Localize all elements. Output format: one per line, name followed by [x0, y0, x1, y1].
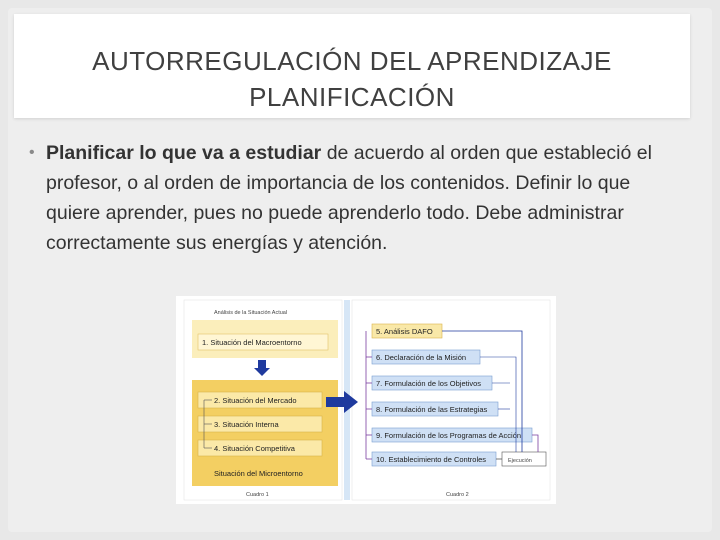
left-item-3: 3. Situación Interna [214, 420, 279, 429]
left-item-4: 4. Situación Competitiva [214, 444, 295, 453]
right-item-10: 10. Establecimiento de Controles [376, 455, 487, 464]
right-side-box: Ejecución [508, 458, 532, 464]
slide-title-line-1: AUTORREGULACIÓN DEL APRENDIZAJE [92, 46, 612, 76]
bullet-dot-icon: • [29, 144, 35, 161]
right-item-8: 8. Formulación de las Estrategias [376, 405, 488, 414]
slide-title-line-2: PLANIFICACIÓN [249, 82, 455, 112]
bullet-body-text: de acuerdo al orden que estableció el profesor, o al orden de importancia de los contenidos. Definir lo que quiere aprender, pues no puede aprenderlo todo. Debe administrar correctamente sus energías y atención. [46, 142, 652, 254]
right-caption: Cuadro 2 [446, 492, 469, 498]
title-box [14, 14, 690, 118]
planning-diagram-image [176, 296, 556, 504]
bullet-bold-text: Planificar lo que va a estudiar [46, 142, 322, 164]
left-header: Análisis de la Situación Actual [214, 310, 288, 316]
right-item-7: 7. Formulación de los Objetivos [376, 379, 482, 388]
left-item-1: 1. Situación del Macroentorno [202, 338, 302, 347]
left-group-label: Situación del Microentorno [214, 469, 303, 478]
left-item-2: 2. Situación del Mercado [214, 396, 297, 405]
right-item-9: 9. Formulación de los Programas de Acción [376, 431, 522, 440]
left-caption: Cuadro 1 [246, 492, 269, 498]
right-item-5: 5. Análisis DAFO [376, 327, 433, 336]
right-item-6: 6. Declaración de la Misión [376, 353, 467, 362]
bullet-paragraph [29, 138, 686, 258]
